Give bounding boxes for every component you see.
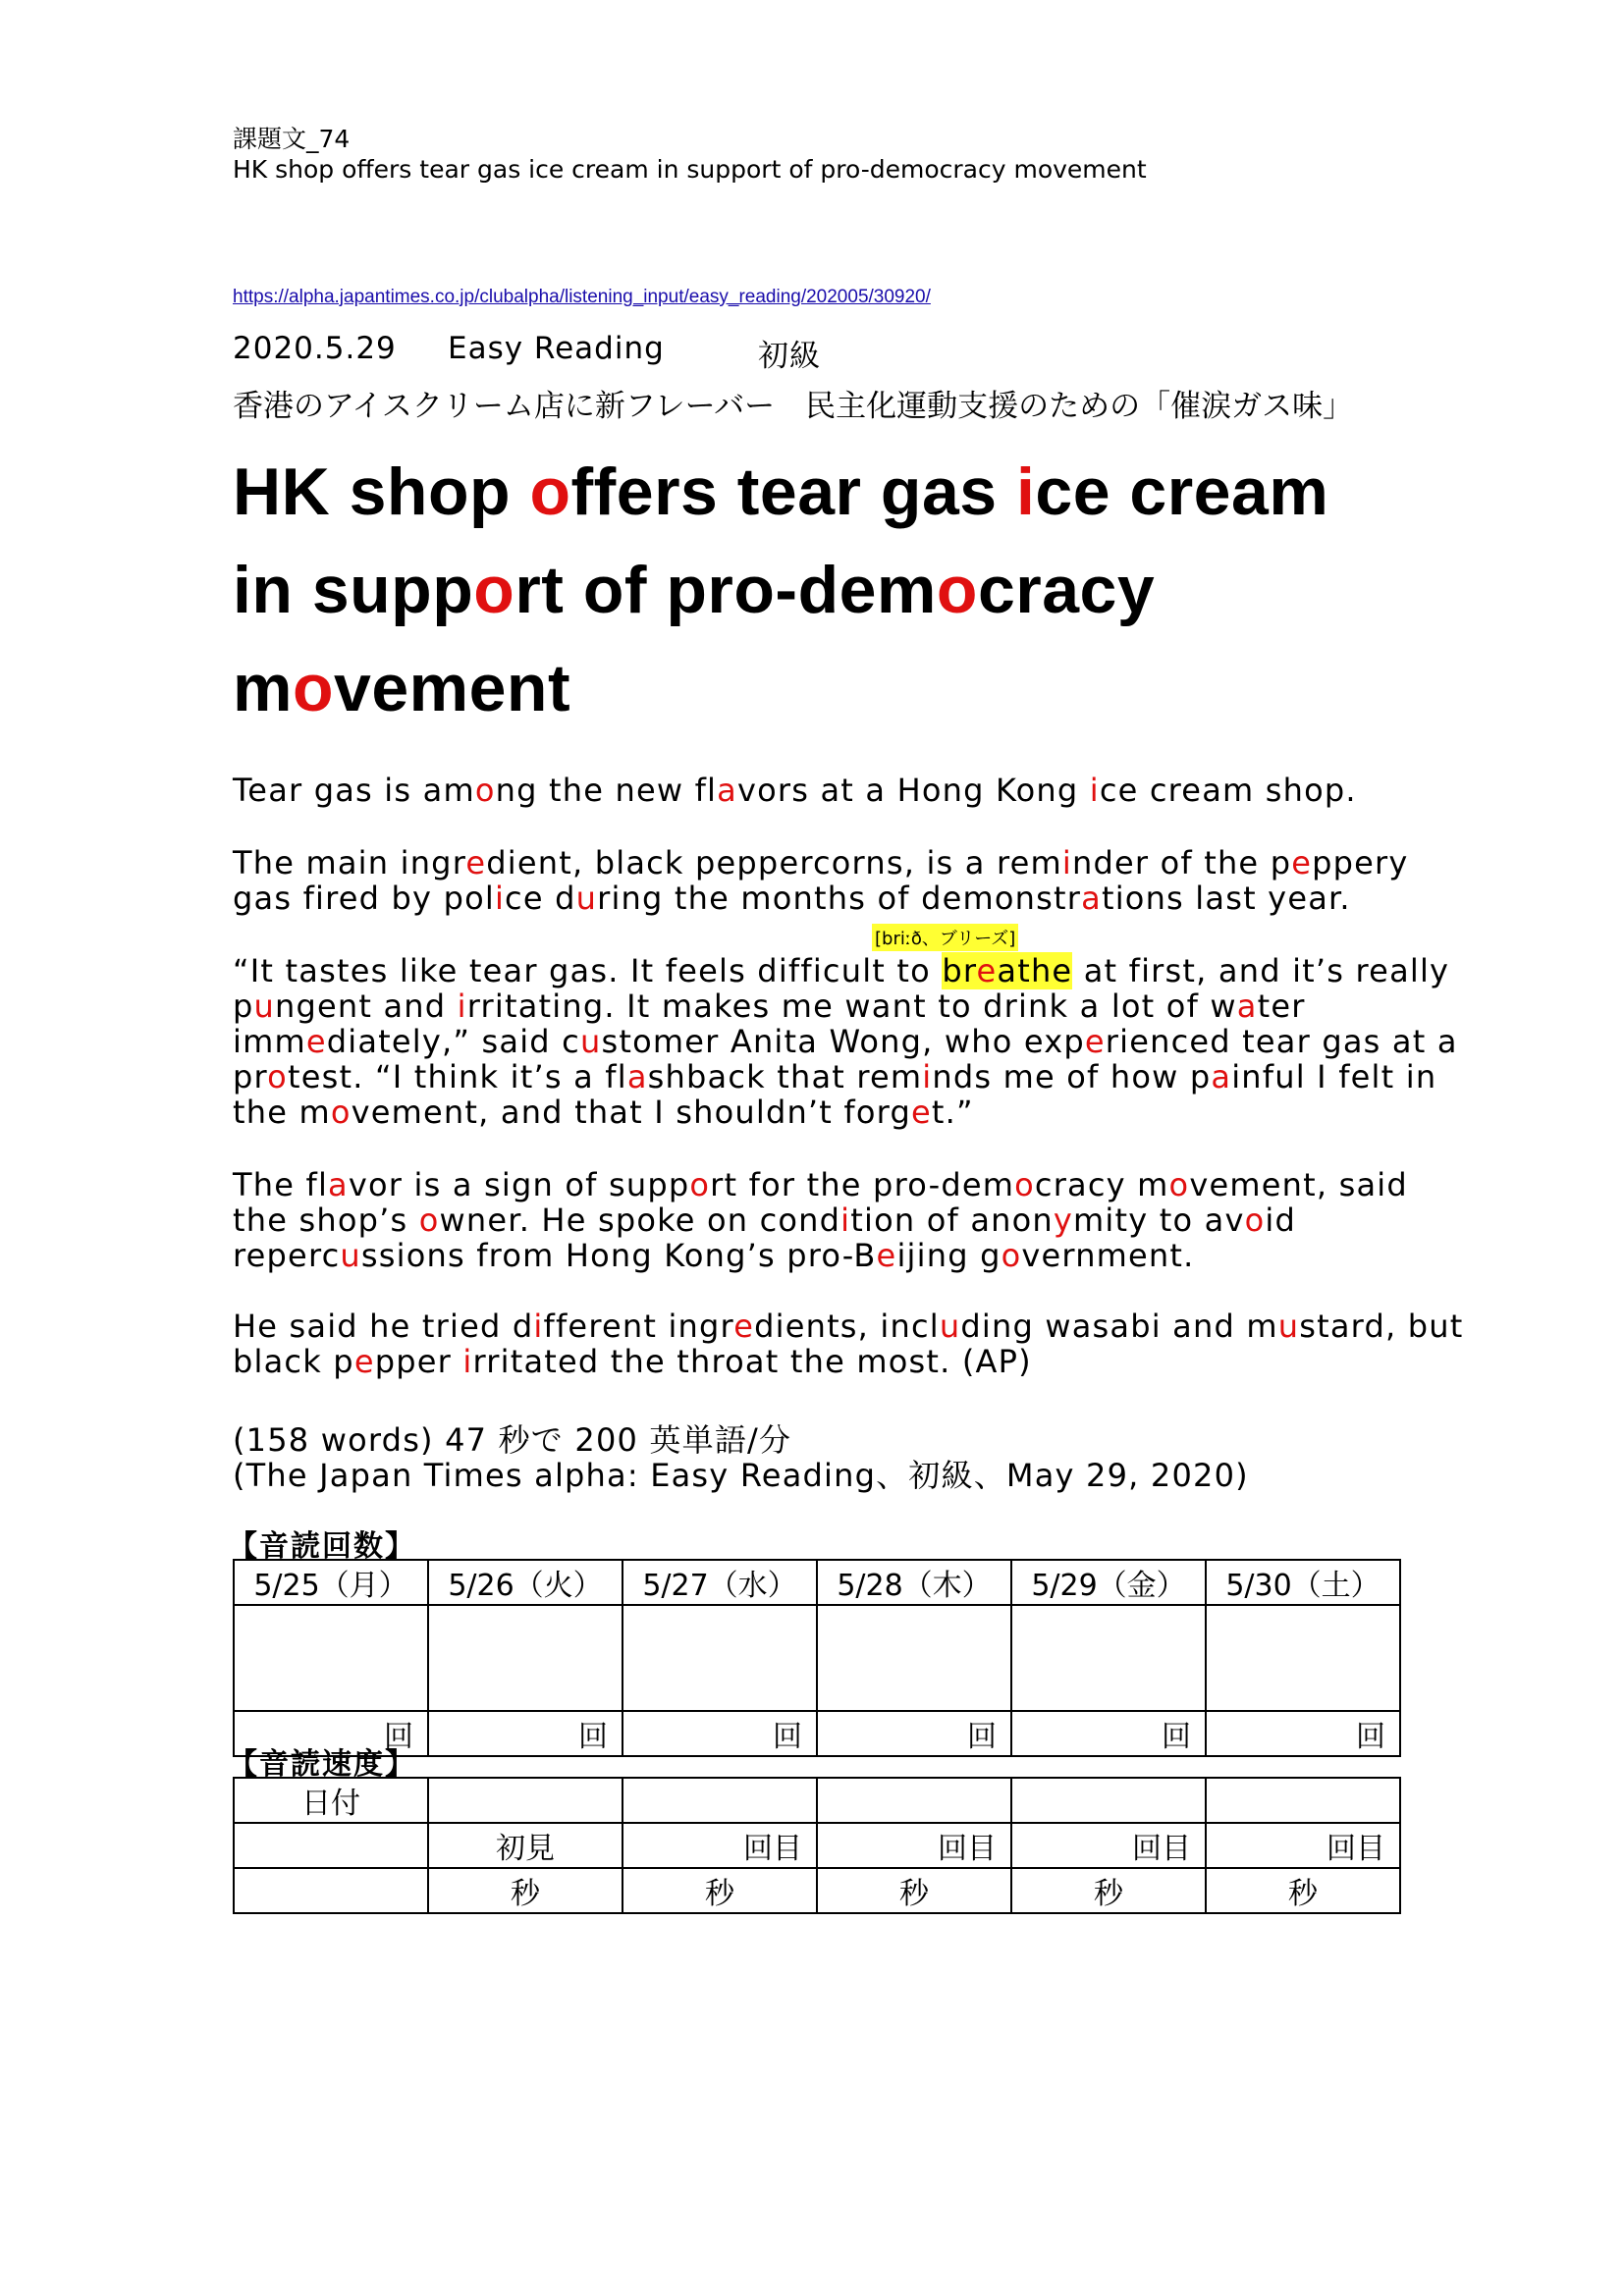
paragraph-4-line-1: The flavor is a sign of support for the pro-democracy movement, said — [233, 1166, 1408, 1203]
seconds-cell[interactable]: 秒 — [817, 1868, 1011, 1913]
article-section: Easy Reading — [448, 331, 665, 366]
count-cell[interactable]: 回 — [234, 1711, 428, 1756]
attempt-row — [234, 1823, 1400, 1868]
day-header: 5/28（木） — [817, 1560, 1011, 1605]
date-cell[interactable] — [428, 1778, 623, 1823]
japanese-title: 香港のアイスクリーム店に新フレーバー 民主化運動支援のための「催涙ガス味」 — [233, 389, 1354, 424]
seconds-row — [234, 1868, 1400, 1913]
tally-cell[interactable] — [1206, 1605, 1400, 1711]
paragraph-2-line-2: gas fired by police during the months of demonstrations last year. — [233, 880, 1351, 917]
day-header: 5/25（月） — [234, 1560, 428, 1605]
paragraph-1: Tear gas is among the new flavors at a Hong Kong ice cream shop. — [233, 772, 1357, 809]
tally-cell[interactable] — [817, 1605, 1011, 1711]
seconds-cell[interactable]: 秒 — [623, 1868, 817, 1913]
tally-cell[interactable] — [234, 1605, 428, 1711]
attempt-cell[interactable]: 回目 — [1011, 1823, 1206, 1868]
tally-row — [234, 1605, 1400, 1711]
paragraph-4-line-2: the shop’s owner. He spoke on condition of anonymity to avoid — [233, 1201, 1296, 1239]
date-cell[interactable] — [1206, 1778, 1400, 1823]
day-header: 5/29（金） — [1011, 1560, 1206, 1605]
count-cell[interactable]: 回 — [428, 1711, 623, 1756]
date-cell[interactable] — [1011, 1778, 1206, 1823]
day-header: 5/26（火） — [428, 1560, 623, 1605]
tally-cell[interactable] — [428, 1605, 623, 1711]
day-header: 5/30（土） — [1206, 1560, 1400, 1605]
seconds-label-cell — [234, 1868, 428, 1913]
paragraph-3-line-3: immediately,” said customer Anita Wong, who experienced tear gas at a — [233, 1023, 1458, 1060]
headline-line-3: movement — [233, 651, 571, 725]
date-cell[interactable] — [623, 1778, 817, 1823]
paragraph-3-line-4: protest. “I think it’s a flashback that reminds me of how painful I felt in — [233, 1058, 1437, 1095]
reading-count-table — [233, 1559, 1401, 1757]
doc-id: 課題文_74 — [233, 125, 351, 153]
seconds-cell[interactable]: 秒 — [1011, 1868, 1206, 1913]
seconds-cell[interactable]: 秒 — [428, 1868, 623, 1913]
headline-line-2: in support of pro-democracy — [233, 553, 1156, 627]
date-row — [234, 1778, 1400, 1823]
reading-speed-title: 【音読速度】 — [228, 1747, 416, 1782]
paragraph-3-line-5: the movement, and that I shouldn’t forget.” — [233, 1094, 974, 1131]
count-cell[interactable]: 回 — [817, 1711, 1011, 1756]
attempt-cell[interactable]: 回目 — [623, 1823, 817, 1868]
date-cell[interactable] — [817, 1778, 1011, 1823]
attempt-label-cell — [234, 1823, 428, 1868]
count-cell[interactable]: 回 — [1206, 1711, 1400, 1756]
paragraph-5-line-1: He said he tried different ingredients, including wasabi and mustard, but — [233, 1308, 1464, 1345]
count-cell[interactable]: 回 — [623, 1711, 817, 1756]
doc-subtitle: HK shop offers tear gas ice cream in support of pro-democracy movement — [233, 155, 1147, 184]
first-read-cell[interactable]: 初見 — [428, 1823, 623, 1868]
paragraph-3-line-2: pungent and irritating. It makes me want to drink a lot of water — [233, 988, 1306, 1025]
day-header: 5/27（水） — [623, 1560, 817, 1605]
reading-count-title: 【音読回数】 — [228, 1529, 416, 1564]
paragraph-5-line-2: black pepper irritated the throat the most. (AP) — [233, 1343, 1032, 1380]
source-citation: (The Japan Times alpha: Easy Reading、初級、May 29, 2020) — [233, 1457, 1249, 1494]
reading-stats: (158 words) 47 秒で 200 英単語/分 — [233, 1421, 792, 1459]
tally-cell[interactable] — [1011, 1605, 1206, 1711]
paragraph-3-line-1: “It tastes like tear gas. It feels difficult to breathe at first, and it’s really — [233, 952, 1450, 989]
paragraph-4-line-3: repercussions from Hong Kong’s pro-Beijing government. — [233, 1237, 1195, 1274]
tally-cell[interactable] — [623, 1605, 817, 1711]
attempt-cell[interactable]: 回目 — [817, 1823, 1011, 1868]
paragraph-2-line-1: The main ingredient, black peppercorns, is a reminder of the peppery — [233, 844, 1409, 881]
highlighted-word: breathe — [942, 952, 1073, 989]
article-level: 初級 — [758, 339, 821, 374]
date-label: 日付 — [234, 1778, 428, 1823]
attempt-cell[interactable]: 回目 — [1206, 1823, 1400, 1868]
article-date: 2020.5.29 — [233, 331, 397, 366]
headline-line-1: HK shop offers tear gas ice cream — [233, 454, 1329, 529]
seconds-cell[interactable]: 秒 — [1206, 1868, 1400, 1913]
table-header-row — [234, 1560, 1400, 1605]
count-cell[interactable]: 回 — [1011, 1711, 1206, 1756]
reading-speed-table — [233, 1777, 1401, 1914]
pronunciation-note: [briːð、ブリーズ] — [872, 924, 1018, 951]
source-link[interactable]: https://alpha.japantimes.co.jp/clubalpha/listening_input/easy_reading/202005/30920/ — [233, 287, 931, 307]
